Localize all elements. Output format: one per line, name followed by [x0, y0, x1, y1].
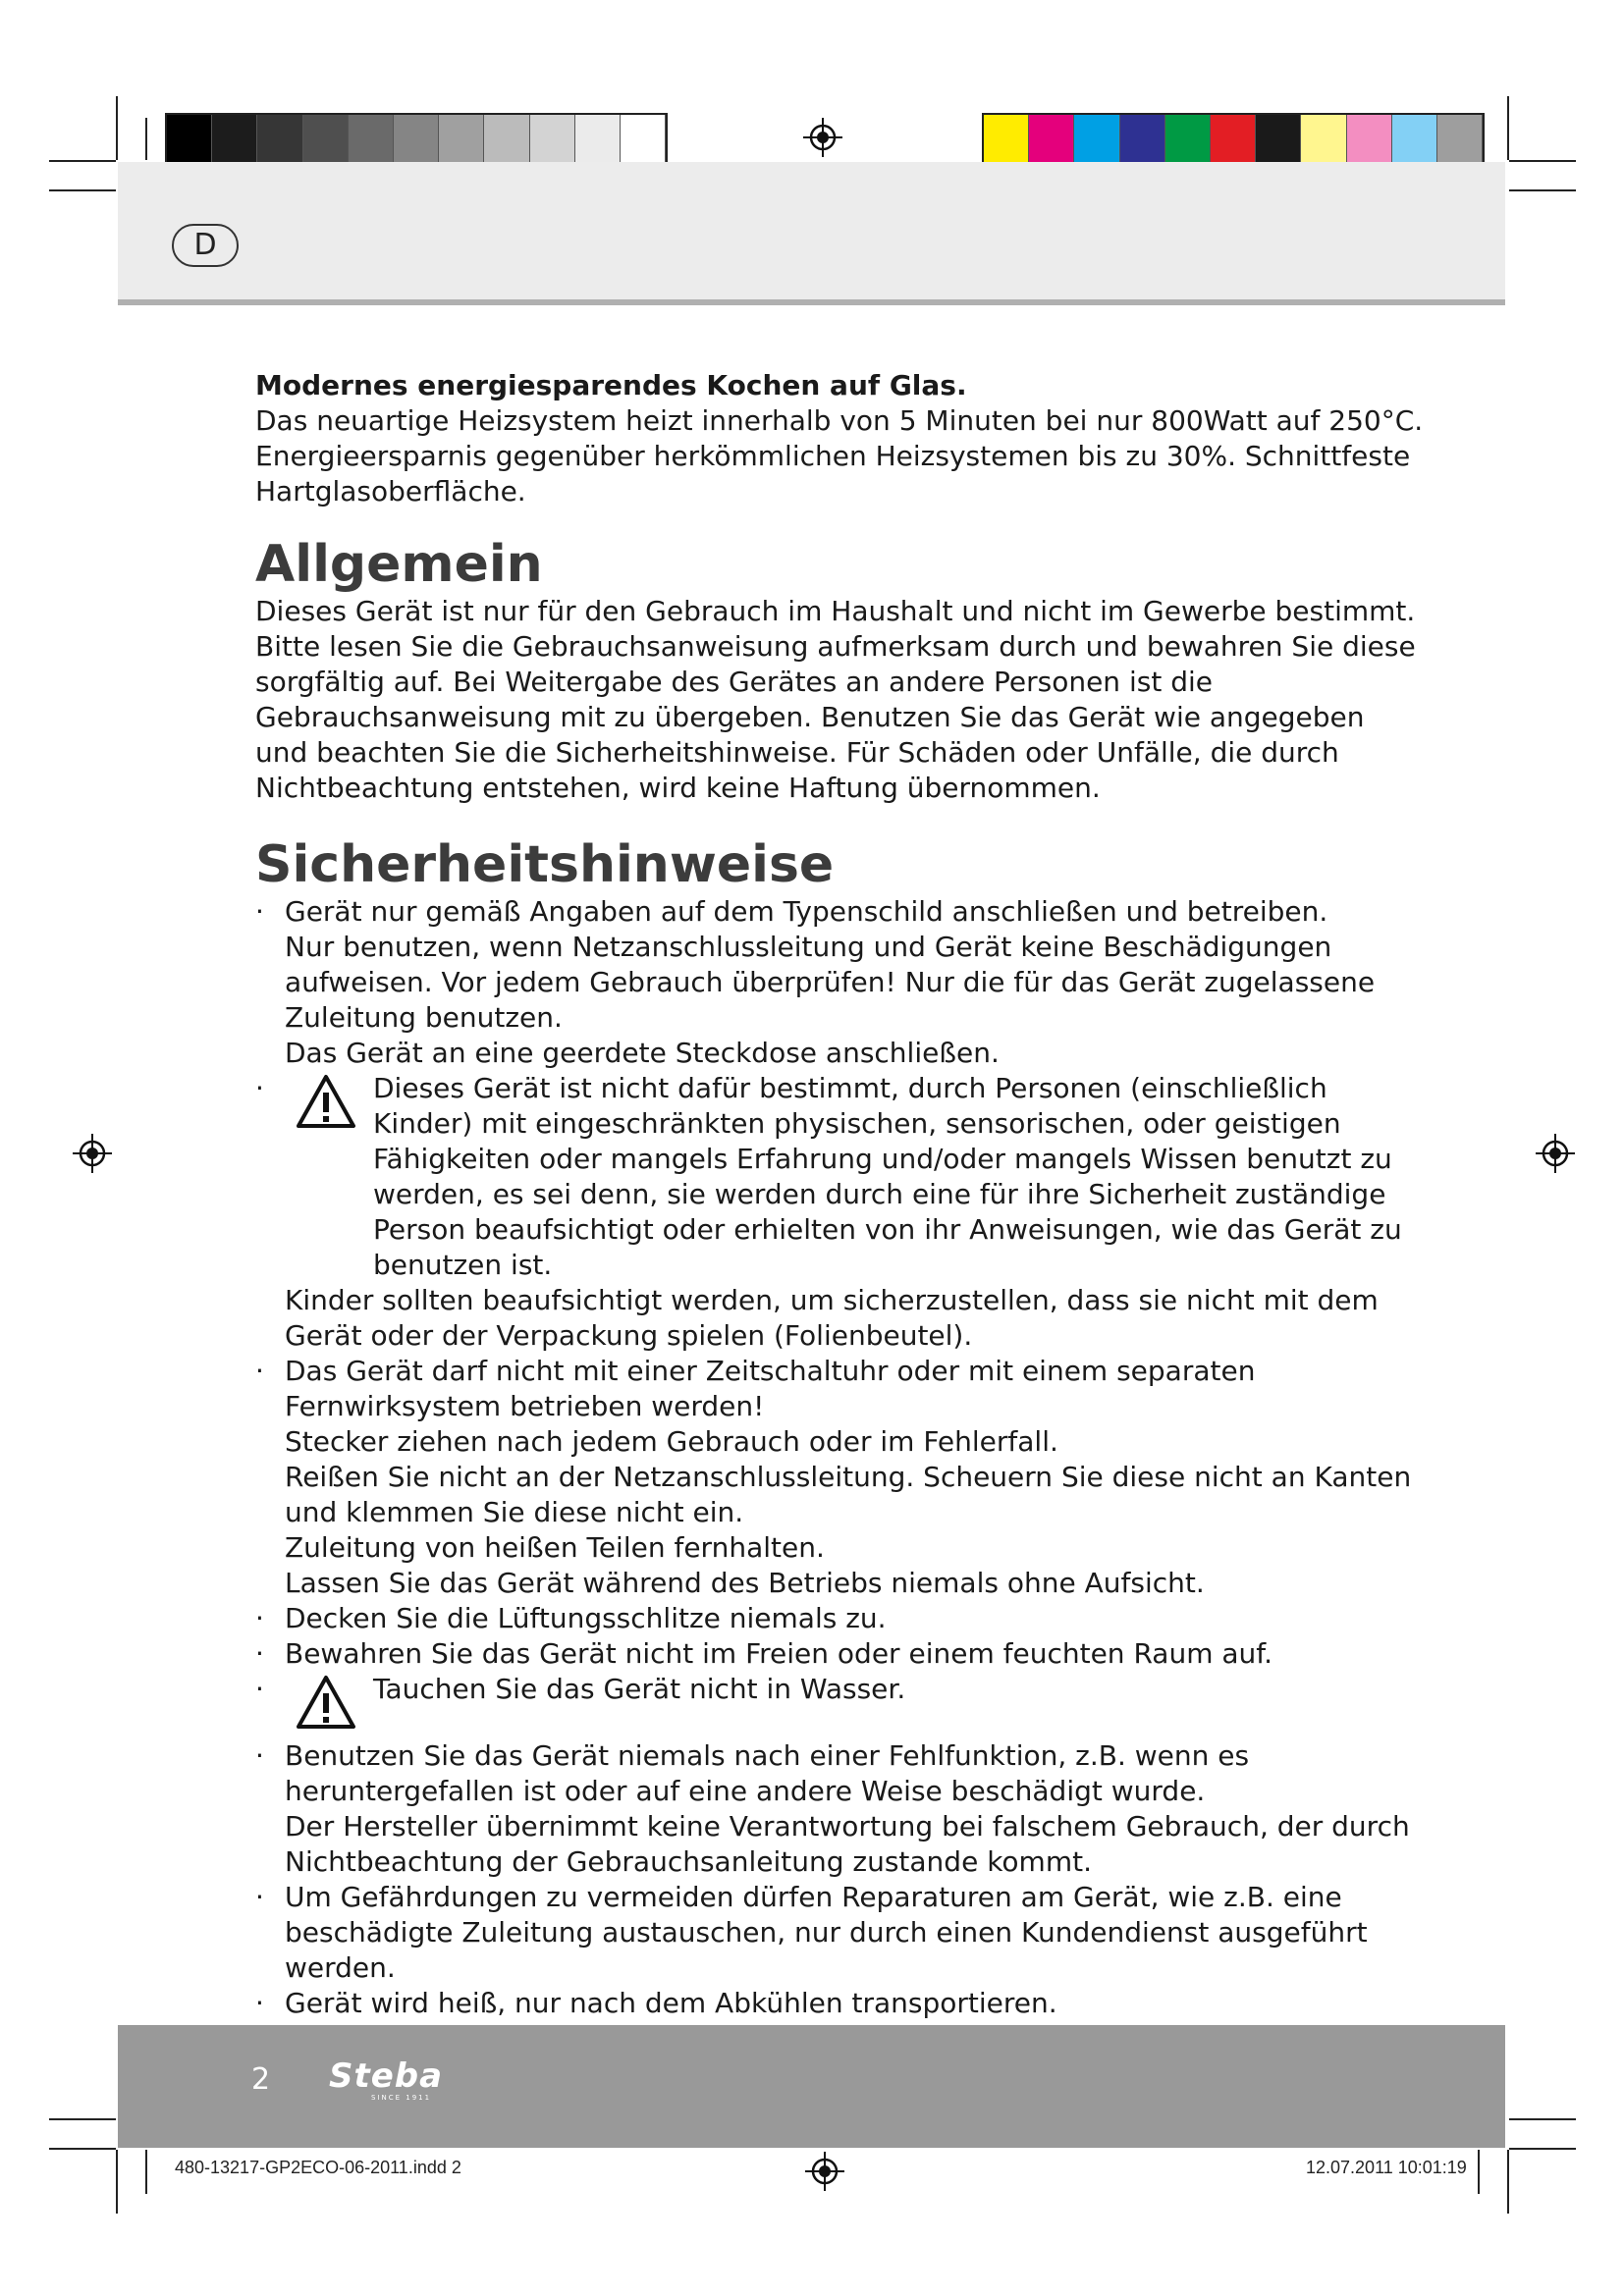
warning-triangle-icon — [295, 1073, 357, 1130]
grayscale-swatch-8 — [530, 115, 575, 162]
process-swatch-7 — [1301, 115, 1346, 162]
safety-item: Nur benutzen, wenn Netzanschlussleitung und Gerät keine Beschädigungen aufweisen. Vor jedem Gebrauch überprüfen! Nur die für das Gerät zugelassene Zuleitung benutzen. — [285, 931, 1376, 1034]
warning-triangle-icon — [295, 1674, 357, 1731]
registration-mark-icon — [805, 2152, 844, 2191]
safety-list — [255, 894, 1424, 2021]
grayscale-swatch-0 — [167, 115, 212, 162]
grayscale-swatch-9 — [575, 115, 621, 162]
crop-mark — [1507, 2150, 1509, 2214]
page-header — [118, 162, 1505, 305]
crop-mark — [49, 189, 116, 191]
safety-item-warning — [255, 1672, 1424, 1733]
crop-mark — [1509, 189, 1576, 191]
print-timestamp: 12.07.2011 10:01:19 — [1306, 2158, 1467, 2177]
language-badge: D — [172, 224, 239, 267]
registration-mark-icon — [803, 118, 842, 157]
grayscale-swatch-1 — [212, 115, 257, 162]
process-swatch-6 — [1256, 115, 1301, 162]
grayscale-swatch-7 — [484, 115, 529, 162]
crop-mark — [116, 96, 118, 160]
general-text: Dieses Gerät ist nur für den Gebrauch im Haushalt und nicht im Gewerbe bestimmt. Bitte lesen Sie die Gebrauchsanweisung aufmerksam durch und bewahren Sie diese sorgfältig auf. Bei Weitergabe des Gerätes an andere Personen ist die Gebrauchsanweisung mit zu übergeben. Benutzen Sie das Gerät wie angegeben und beachten Sie die Sicherheitshinweise. Für Schäden oder Unfälle, die durch Nichtbeachtung entstehen, wird keine Haftung übernommen. — [255, 595, 1416, 804]
safety-item-text: Dieses Gerät ist nicht dafür bestimmt, durch Personen (einschließlich Kinder) mit eingeschränkten physischen, sensorischen, oder geistigen Fähigkeiten oder mangels Erfahrung und/oder mangels Wissen benutzt zu werden, es sei denn, sie werden durch eine für ihre Sicherheit zuständige Person beaufsichtigt oder erhielten von ihr Anweisungen, wie das Gerät zu benutzen ist. — [373, 1072, 1402, 1281]
safety-item: Das Gerät an eine geerdete Steckdose anschließen. — [285, 1037, 1000, 1069]
safety-item: Kinder sollten beaufsichtigt werden, um sicherzustellen, dass sie nicht mit dem Gerät oder der Verpackung spielen (Folienbeutel). — [285, 1284, 1379, 1352]
page-number: 2 — [251, 2062, 271, 2097]
crop-mark — [1478, 2150, 1480, 2194]
crop-mark — [1509, 2118, 1576, 2120]
grayscale-swatch-4 — [349, 115, 394, 162]
safety-item: · Um Gefährdungen zu vermeiden dürfen Reparaturen am Gerät, wie z.B. eine beschädigte Zuleitung austauschen, nur durch einen Kundendienst ausgeführt werden. — [255, 1880, 1424, 1986]
crop-mark — [49, 160, 116, 162]
crop-mark — [1507, 96, 1509, 160]
intro-heading: Modernes energiesparendes Kochen auf Glas. — [255, 369, 967, 401]
registration-mark-icon — [1536, 1134, 1575, 1173]
print-file-name: 480-13217-GP2ECO-06-2011.indd 2 — [175, 2158, 461, 2177]
crop-mark — [1509, 2148, 1576, 2150]
process-swatch-10 — [1437, 115, 1483, 162]
safety-item: Lassen Sie das Gerät während des Betriebs niemals ohne Aufsicht. — [285, 1567, 1205, 1599]
process-swatch-5 — [1211, 115, 1256, 162]
grayscale-swatch-3 — [303, 115, 349, 162]
safety-item-warning — [255, 1071, 1424, 1283]
grayscale-swatch-6 — [439, 115, 484, 162]
intro-text: Das neuartige Heizsystem heizt innerhalb von 5 Minuten bei nur 800Watt auf 250°C. Energieersparnis gegenüber herkömmlichen Heizsystemen bis zu 30%. Schnittfeste Hartglasoberfläche. — [255, 404, 1424, 507]
safety-item: · Decken Sie die Lüftungsschlitze niemals zu. — [255, 1601, 1424, 1636]
crop-mark — [145, 2150, 147, 2194]
crop-mark — [49, 2118, 116, 2120]
safety-item: · Das Gerät darf nicht mit einer Zeitschaltuhr oder mit einem separaten Fernwirksystem betrieben werden! — [255, 1354, 1424, 1424]
section-title-safety: Sicherheitshinweise — [255, 835, 835, 894]
grayscale-swatch-10 — [621, 115, 666, 162]
safety-item: Reißen Sie nicht an der Netzanschlussleitung. Scheuern Sie diese nicht an Kanten und klemmen Sie diese nicht ein. — [285, 1461, 1412, 1528]
crop-mark — [145, 118, 147, 160]
process-swatch-9 — [1392, 115, 1437, 162]
safety-item-text: Tauchen Sie das Gerät nicht in Wasser. — [373, 1673, 906, 1705]
registration-mark-icon — [73, 1134, 112, 1173]
safety-item: Zuleitung von heißen Teilen fernhalten. — [285, 1531, 825, 1564]
safety-item: · Gerät nur gemäß Angaben auf dem Typenschild anschließen und betreiben. — [255, 894, 1424, 930]
process-swatch-4 — [1165, 115, 1211, 162]
crop-mark — [116, 2150, 118, 2214]
crop-mark — [1509, 160, 1576, 162]
safety-item: · Bewahren Sie das Gerät nicht im Freien oder einem feuchten Raum auf. — [255, 1636, 1424, 1672]
process-swatch-1 — [1029, 115, 1074, 162]
process-color-bar — [982, 113, 1485, 164]
section-title-general: Allgemein — [255, 535, 543, 594]
grayscale-swatch-2 — [257, 115, 302, 162]
safety-item: Der Hersteller übernimmt keine Verantwortung bei falschem Gebrauch, der durch Nichtbeachtung der Gebrauchsanleitung zustande kommt. — [285, 1810, 1410, 1878]
grayscale-swatch-5 — [394, 115, 439, 162]
brand-logo: Steba — [329, 2056, 444, 2096]
process-swatch-2 — [1074, 115, 1119, 162]
page-footer — [118, 2025, 1505, 2148]
safety-item: · Benutzen Sie das Gerät niemals nach einer Fehlfunktion, z.B. wenn es heruntergefallen ist oder auf eine andere Weise beschädigt wurde. — [255, 1738, 1424, 1809]
main-content — [255, 368, 1424, 2021]
process-swatch-8 — [1347, 115, 1392, 162]
crop-mark — [49, 2148, 116, 2150]
safety-item: Stecker ziehen nach jedem Gebrauch oder im Fehlerfall. — [285, 1425, 1058, 1458]
grayscale-color-bar — [165, 113, 668, 164]
process-swatch-0 — [984, 115, 1029, 162]
safety-item: · Gerät wird heiß, nur nach dem Abkühlen transportieren. — [255, 1986, 1424, 2021]
process-swatch-3 — [1120, 115, 1165, 162]
brand-logo-subtitle: SINCE 1911 — [371, 2094, 432, 2102]
